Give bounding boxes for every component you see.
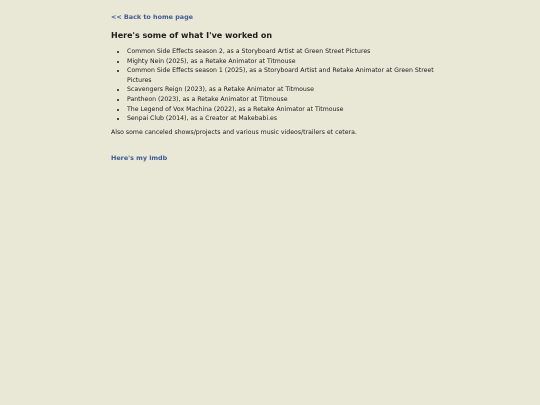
works-list-item: • Common Side Effects season 2, as a Storyboard Artist at Green Street Pictures bbox=[127, 47, 441, 57]
additional-work-note: Also some canceled shows/projects and various music videos/trailers et cetera. bbox=[111, 128, 357, 136]
back-to-home-link[interactable]: << Back to home page bbox=[111, 13, 194, 21]
page-heading: Here's some of what I've worked on bbox=[111, 31, 273, 40]
works-list-item: • Pantheon (2023), as a Retake Animator at Titmouse bbox=[127, 95, 441, 105]
works-list-item: • Senpai Club (2014), as a Creator at Makebabi.es bbox=[127, 114, 441, 124]
works-list-item: • The Legend of Vox Machina (2022), as a Retake Animator at Titmouse bbox=[127, 105, 441, 115]
imdb-link[interactable]: Here's my imdb bbox=[111, 153, 168, 162]
works-list-item: • Scavengers Reign (2023), as a Retake Animator at Titmouse bbox=[127, 85, 441, 95]
works-list-item: • Mighty Nein (2025), as a Retake Animator at Titmouse bbox=[127, 57, 441, 67]
main-content bbox=[111, 13, 441, 164]
works-list-item: • Common Side Effects season 1 (2025), as a Storyboard Artist and Retake Animator at Green Street Pictures bbox=[127, 66, 441, 85]
works-list bbox=[111, 47, 441, 124]
